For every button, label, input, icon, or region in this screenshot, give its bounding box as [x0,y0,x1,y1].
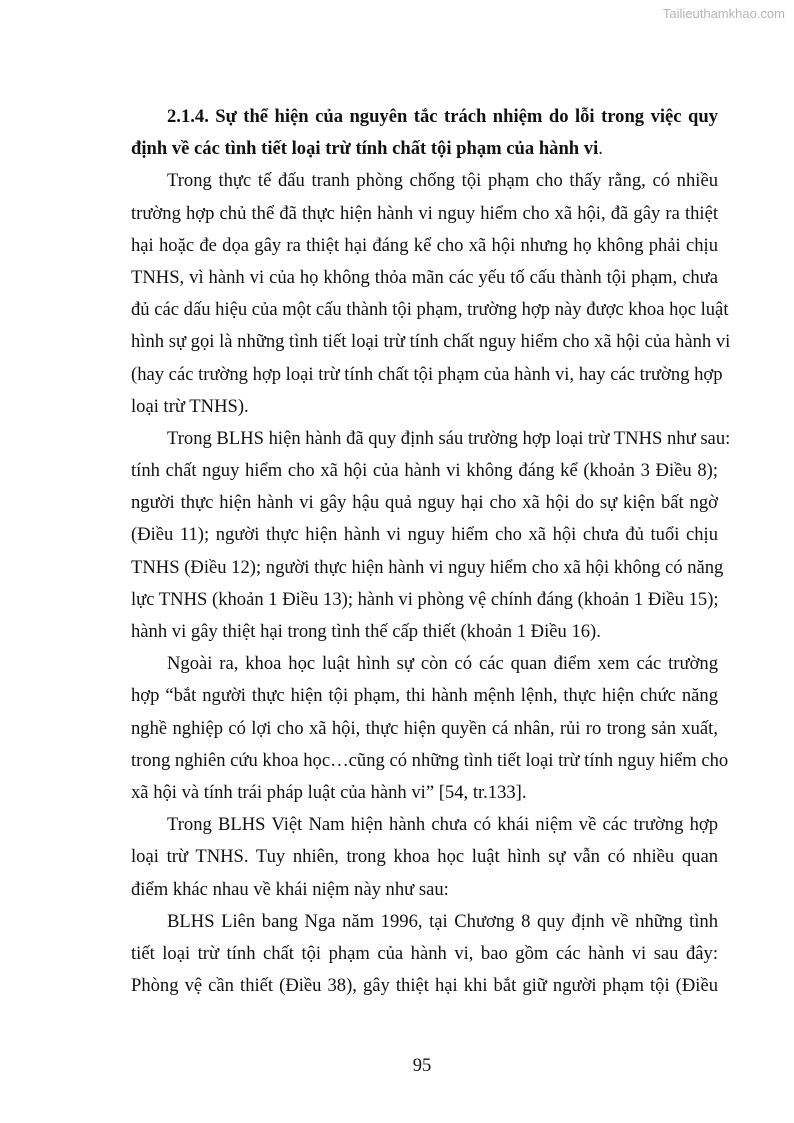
paragraph-line: loại trừ TNHS). [131,395,249,417]
page-number: 95 [412,1055,432,1076]
paragraph-line: trường hợp chủ thể đã thực hiện hành vi nguy hiểm cho xã hội, đã gây ra thiệt [131,202,718,224]
paragraph-line: người thực hiện hành vi gây hậu quả nguy hại cho xã hội do sự kiện bất ngờ [131,492,718,514]
paragraph [131,648,729,809]
paragraphs [131,165,731,1002]
section-heading-line-2 [131,133,718,165]
paragraph-line: hình sự gọi là những tình tiết loại trừ tính chất nguy hiểm cho xã hội của hành vi [131,331,731,353]
paragraph [131,423,731,648]
paragraph-line: (hay các trường hợp loại trừ tính chất tội phạm của hành vi, hay các trường hợp [131,363,723,385]
paragraph-line: loại trừ TNHS. Tuy nhiên, trong khoa học luật hình sự vẫn có nhiều quan [131,846,718,868]
paragraph-line: Trong thực tế đấu tranh phòng chống tội phạm cho thấy rằng, có nhiều [167,170,718,192]
paragraph-line: hành vi gây thiệt hại trong tình thế cấp thiết (khoản 1 Điều 16). [131,621,601,642]
paragraph-line: Trong BLHS Việt Nam hiện hành chưa có khái niệm về các trường hợp [167,814,718,836]
paragraph-line: hại hoặc đe dọa gây ra thiệt hại đáng kể cho xã hội nhưng họ không phải chịu [131,234,718,256]
paragraph-line: Phòng vệ cần thiết (Điều 38), gây thiệt hại khi bắt giữ người phạm tội (Điều [131,975,718,997]
section-heading-text: định về các tình tiết loại trừ tính chất tội phạm của hành vi [131,138,599,160]
paragraph-line: tiết loại trừ tính chất tội phạm của hành vi, bao gồm các hành vi sau đây: [131,942,718,964]
heading-period: . [598,138,603,160]
paragraph-line: lực TNHS (khoản 1 Điều 13); hành vi phòng vệ chính đáng (khoản 1 Điều 15); [131,588,719,610]
paragraph-line: tính chất nguy hiểm cho xã hội của hành vi không đáng kể (khoản 3 Điều 8); [131,460,718,482]
watermark: Tailieuthamkhao.com [662,6,785,21]
section-heading-line-1: 2.1.4. Sự thể hiện của nguyên tắc trách nhiệm do lỗi trong việc quy [167,106,718,127]
paragraph [131,165,731,423]
paragraph [131,809,718,906]
paragraph-line: Ngoài ra, khoa học luật hình sự còn có các quan điểm xem các trường [167,653,718,675]
paragraph-line: Trong BLHS hiện hành đã quy định sáu trường hợp loại trừ TNHS như sau: [167,427,731,449]
paragraph-line: TNHS, vì hành vi của họ không thỏa mãn các yếu tố cấu thành tội phạm, chưa [131,266,718,288]
paragraph-line: trong nghiên cứu khoa học…cũng có những tình tiết loại trừ tính nguy hiểm cho [131,749,729,771]
paragraph-line: (Điều 11); người thực hiện hành vi nguy hiểm cho xã hội chưa đủ tuổi chịu [131,524,718,546]
paragraph-line: hợp “bắt người thực hiện tội phạm, thi hành mệnh lệnh, thực hiện chức năng [131,685,718,707]
paragraph-line: xã hội và tính trái pháp luật của hành vi” [54, tr.133]. [131,781,527,803]
paragraph-line: BLHS Liên bang Nga năm 1996, tại Chương 8 quy định về những tình [167,910,718,932]
document-body [131,101,731,1002]
paragraph-line: điểm khác nhau về khái niệm này như sau: [131,878,449,900]
paragraph-line: TNHS (Điều 12); người thực hiện hành vi nguy hiểm cho xã hội không có năng [131,556,724,578]
paragraph-line: nghề nghiệp có lợi cho xã hội, thực hiện quyền cá nhân, rủi ro trong sản xuất, [131,717,718,739]
paragraph-line: đủ các dấu hiệu của một cấu thành tội phạm, trường hợp này được khoa học luật [131,299,729,321]
paragraph [131,906,718,1003]
